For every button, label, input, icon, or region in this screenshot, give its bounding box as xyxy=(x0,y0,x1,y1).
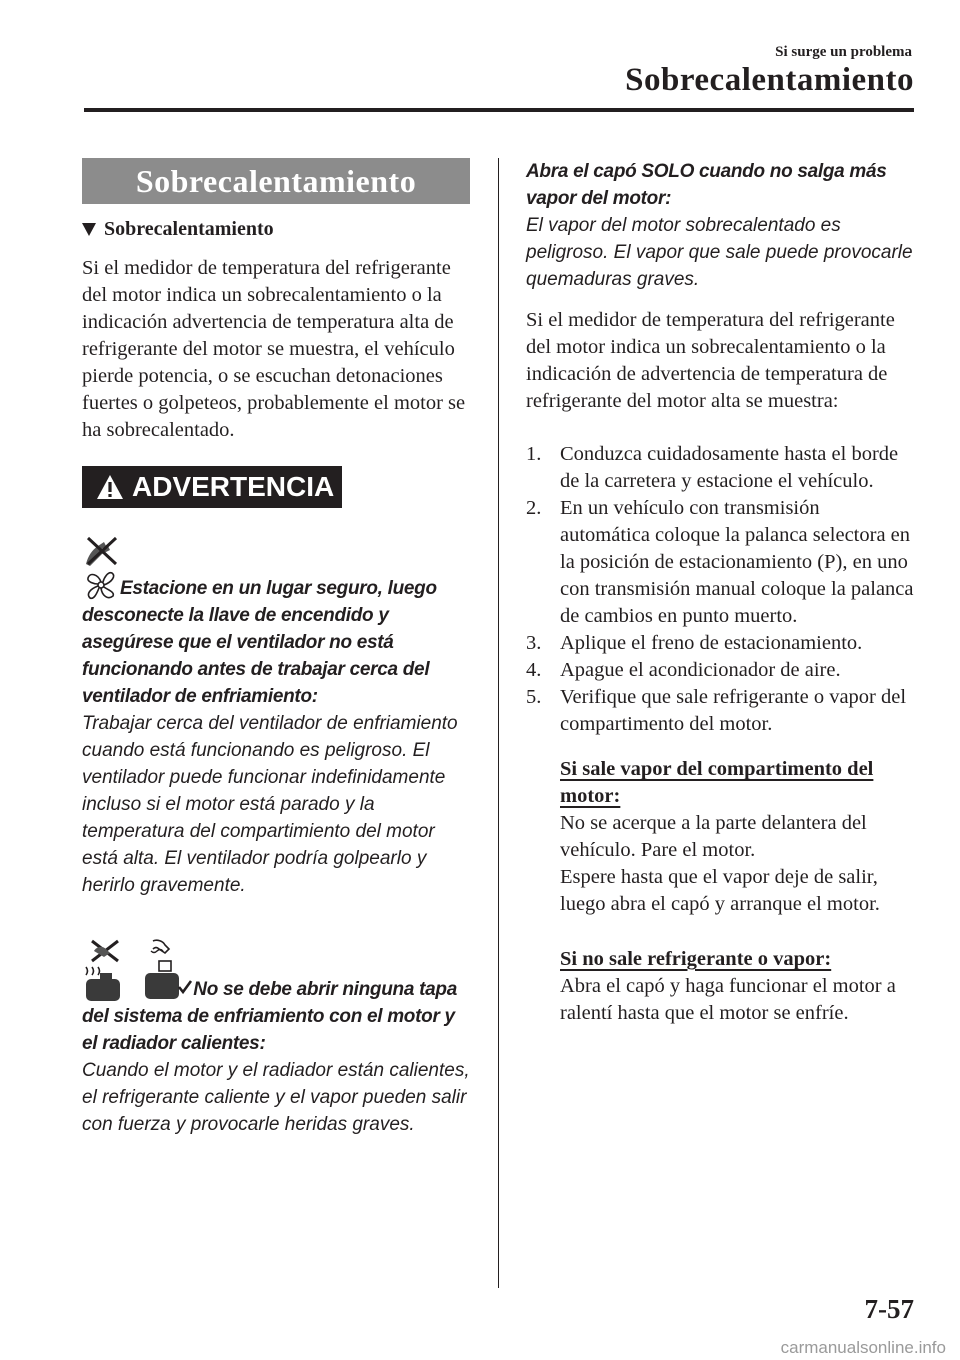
step-number: 2. xyxy=(526,497,542,519)
step-number: 4. xyxy=(526,659,542,681)
step-text: Conduzca cuidadosamente hasta el borde de la carretera y estacione el vehículo. xyxy=(560,443,899,492)
intro-paragraph: Si el medidor de temperatura del refrigerante del motor indica un sobrecalentamiento o la indicación advertencia de temperatura alta de refrigerante del motor se muestra, el vehículo pierde potencia, o se escuchan detonaciones fuertes o golpeteos, probablemente el motor se ha sobrecalentado. xyxy=(82,257,466,441)
header-rule xyxy=(84,108,914,112)
warning-fan-body: Trabajar cerca del ventilador de enfriamiento cuando está funcionando es peligroso. El ventilador puede funcionar indefinidamente incluso si el motor está parado y la temperatura del compartimiento del motor está alta. El ventilador podría golpearlo y herirlo gravemente. xyxy=(82,713,458,896)
warning-radiator-cap xyxy=(82,937,470,1138)
case-steam-heading: Si sale vapor del compartimento del motor: xyxy=(560,758,874,807)
step-number: 3. xyxy=(526,632,542,654)
step-text: En un vehículo con transmisión automática coloque la palanca selectora en la posición de estacionamiento (P), en uno con transmisión manual coloque la palanca de cambios en punto muerto. xyxy=(560,497,914,627)
case-steam xyxy=(560,756,914,918)
right-column xyxy=(526,158,914,1027)
fan-icon xyxy=(82,568,120,602)
procedure-steps xyxy=(526,441,914,738)
page-number: 7-57 xyxy=(864,1294,914,1324)
warning-triangle-icon xyxy=(96,474,124,500)
page-title: Sobrecalentamiento xyxy=(625,62,914,98)
hot-radiator-icon xyxy=(82,937,124,1003)
step-item xyxy=(526,495,914,630)
watermark: carmanualsonline.info xyxy=(780,1338,946,1357)
step-item xyxy=(526,630,914,657)
section-label: Si surge un problema xyxy=(775,44,912,60)
step-text: Aplique el freno de estacionamiento. xyxy=(560,632,863,654)
step-text: Verifique que sale refrigerante o vapor del compartimento del motor. xyxy=(560,686,907,735)
warning-label-box xyxy=(82,466,342,508)
warning-radiator-cap-title: No se debe abrir ninguna tapa del sistema de enfriamiento con el motor y el radiador calientes: xyxy=(82,979,457,1054)
warning-steam-title: Abra el capó SOLO cuando no salga más vapor del motor: xyxy=(526,161,887,209)
step-item xyxy=(526,684,914,738)
right-intro-paragraph: Si el medidor de temperatura del refrigerante del motor indica un sobrecalentamiento o la indicación de advertencia de temperatura de refrigerante del motor alta se muestra: xyxy=(526,309,895,412)
step-number: 5. xyxy=(526,686,542,708)
column-divider xyxy=(498,158,499,1288)
step-text: Apague el acondicionador de aire. xyxy=(560,659,841,681)
left-column xyxy=(82,158,470,1138)
case-steam-body-1: No se acerque a la parte delantera del vehículo. Pare el motor. xyxy=(560,812,867,861)
warning-steam-body: El vapor del motor sobrecalentado es peligroso. El vapor que sale puede provocarle quemaduras graves. xyxy=(526,215,913,290)
step-item xyxy=(526,657,914,684)
subsection-heading-text: Sobrecalentamiento xyxy=(104,218,274,240)
step-number: 1. xyxy=(526,443,542,465)
warning-fan-title: Estacione en un lugar seguro, luego desconecte la llave de encendido y asegúrese que el ventilador no está funcionando antes de trabajar cerca del ventilador de enfriamiento: xyxy=(82,578,437,707)
warning-fan xyxy=(82,534,470,899)
warning-steam xyxy=(526,158,914,293)
case-no-steam xyxy=(560,946,914,1027)
step-item xyxy=(526,441,914,495)
warning-radiator-cap-body: Cuando el motor y el radiador están calientes, el refrigerante caliente y el vapor pueden salir con fuerza y provocarle heridas graves. xyxy=(82,1060,470,1135)
section-banner: Sobrecalentamiento xyxy=(82,158,470,204)
case-no-steam-body: Abra el capó y haga funcionar el motor a ralentí hasta que el motor se enfríe. xyxy=(560,975,896,1024)
reservoir-cap-icon xyxy=(139,937,193,1003)
case-steam-body-2: Espere hasta que el vapor deje de salir, luego abra el capó y arranque el motor. xyxy=(560,866,880,915)
down-triangle-icon xyxy=(82,223,96,236)
warning-label: ADVERTENCIA xyxy=(132,471,335,502)
case-no-steam-heading: Si no sale refrigerante o vapor: xyxy=(560,948,832,970)
no-hands-icon xyxy=(82,534,120,568)
subsection-heading xyxy=(82,218,470,241)
